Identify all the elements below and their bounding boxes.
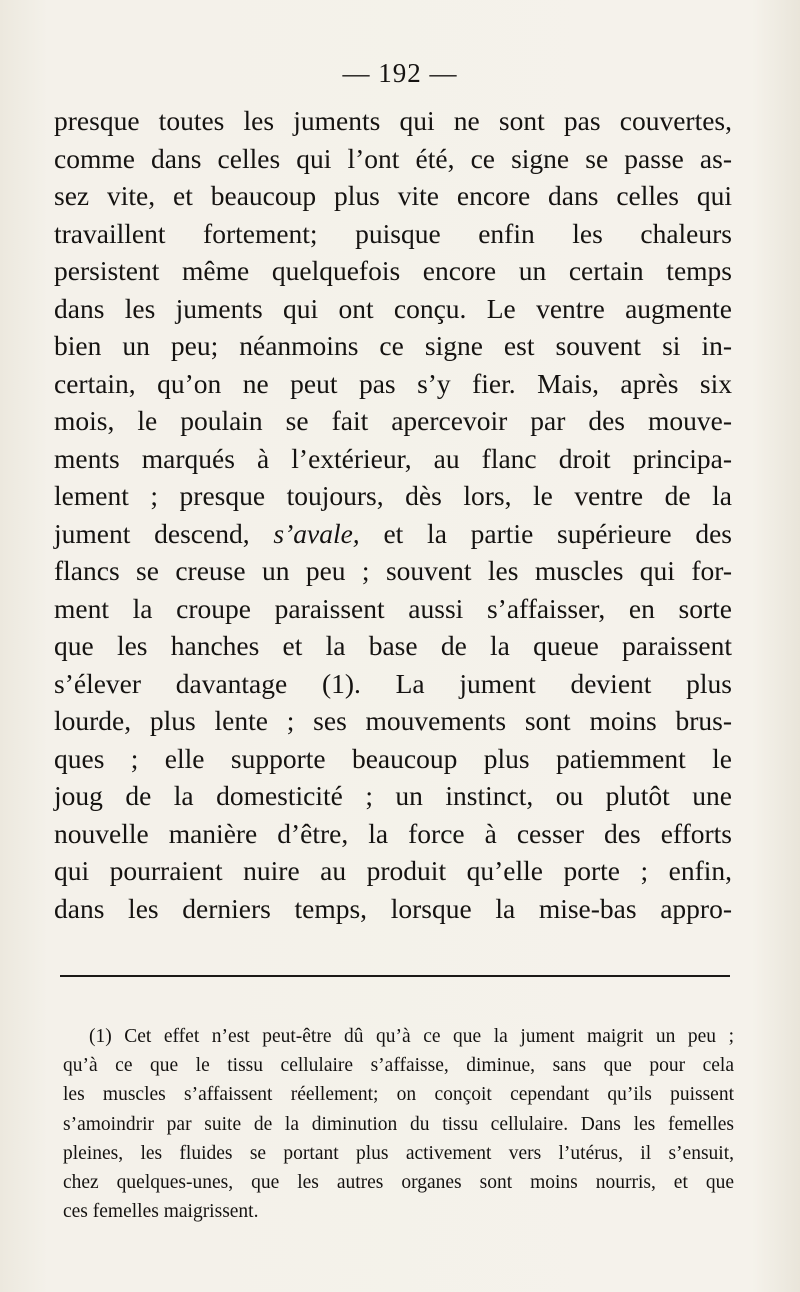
page-number: — 192 — [342, 58, 458, 88]
body-line: dans les juments qui ont conçu. Le ventre augmente [54, 292, 732, 324]
footnote-line: qu’à ce que le tissu cellulaire s’affaisse, diminue, sans que pour cela [63, 1055, 734, 1077]
body-line: comme dans celles qui l’ont été, ce signe se passe as- [54, 142, 732, 174]
body-line: presque toutes les juments qui ne sont pas couvertes, [54, 105, 732, 136]
footnote-line: ces femelles maigrissent. [63, 1201, 259, 1223]
body-line: bien un peu; néanmoins ce signe est souvent si in- [54, 330, 732, 361]
footnote-line: (1) Cet effet n’est peut-être dû qu’à ce que la jument maigrit un peu ; [89, 1026, 734, 1047]
body-line: persistent même quelquefois encore un certain temps [54, 255, 732, 286]
italic-phrase: s’avale, [273, 517, 360, 549]
body-line: lement ; presque toujours, dès lors, le ventre de la [54, 480, 732, 511]
body-line: sez vite, et beaucoup plus vite encore dans celles qui [54, 180, 732, 211]
body-line: joug de la domesticité ; un instinct, ou plutôt une [54, 780, 732, 811]
body-line: certain, qu’on ne peut pas s’y fier. Mais, après six [54, 367, 732, 399]
footnote-divider [60, 975, 730, 977]
body-line: qui pourraient nuire au produit qu’elle porte ; enfin, [54, 855, 732, 886]
body-line [54, 515, 732, 553]
body-line: s’élever davantage (1). La jument devient plus [54, 667, 732, 699]
footnote-line: chez quelques-unes, que les autres organes sont moins nourris, et que [63, 1171, 734, 1193]
body-line: mois, le poulain se fait apercevoir par des mouve- [54, 405, 732, 436]
footnote-line: s’amoindrir par suite de la diminution du tissu cellulaire. Dans les femelles [63, 1113, 734, 1135]
body-line: ques ; elle supporte beaucoup plus patiemment le [54, 742, 732, 774]
body-text [54, 102, 732, 927]
line-segment: et la partie supérieure des [359, 517, 732, 549]
footnote-line: pleines, les fluides se portant plus activement vers l’utérus, il s’ensuit, [63, 1142, 734, 1164]
line-segment: jument descend, [54, 517, 274, 549]
body-line: travaillent fortement; puisque enfin les chaleurs [54, 217, 732, 249]
footnote-line: les muscles s’affaissent réellement; on conçoit cependant qu’ils puissent [63, 1084, 734, 1106]
body-line: que les hanches et la base de la queue paraissent [54, 630, 732, 661]
body-line: flancs se creuse un peu ; souvent les muscles qui for- [54, 555, 732, 586]
body-line: ment la croupe paraissent aussi s’affaisser, en sorte [54, 592, 732, 624]
body-line: ments marqués à l’extérieur, au flanc droit principa- [54, 442, 732, 474]
footnote [63, 1022, 734, 1226]
body-line: dans les derniers temps, lorsque la mise-bas appro- [54, 892, 732, 924]
body-line: lourde, plus lente ; ses mouvements sont moins brus- [54, 705, 732, 736]
body-line: nouvelle manière d’être, la force à cesser des efforts [54, 817, 732, 849]
